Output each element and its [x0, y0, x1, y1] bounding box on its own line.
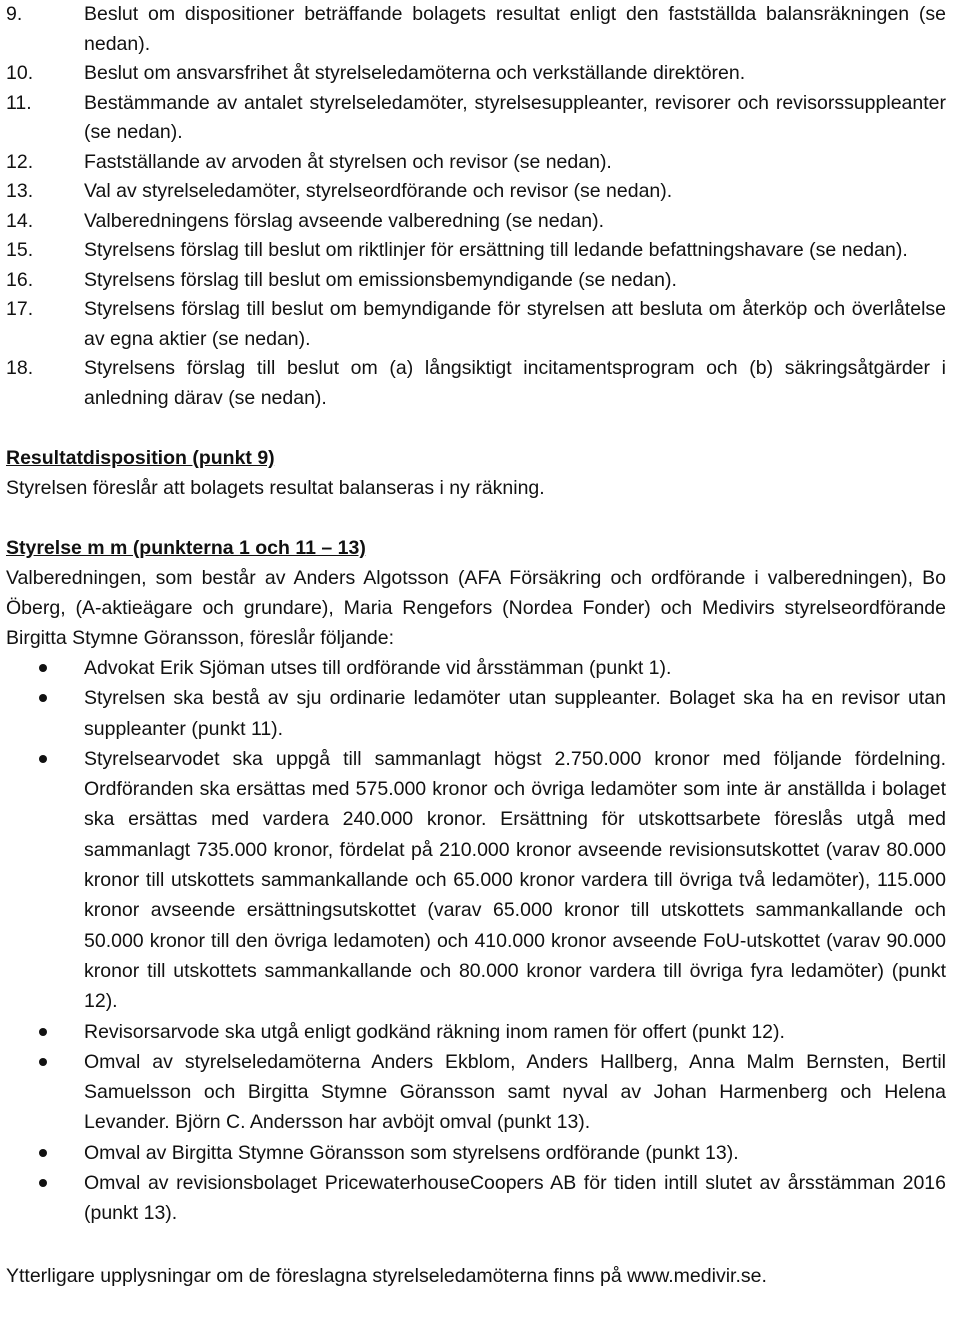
- agenda-number: 15.: [6, 239, 34, 261]
- agenda-number: 16.: [6, 268, 34, 291]
- board-intro: Valberedningen, som består av Anders Algotsson (AFA Försäkring och ordförande i valberedningen), Bo Öberg, (A-aktieägare och grundare), Maria Rengefors (Nordea Fonder) och Medivirs styrelseordförande Birgitta Stymne Göransson, föreslår följande:: [6, 567, 946, 649]
- agenda-text: Valberedningens förslag avseende valberedning (se nedan).: [84, 209, 604, 232]
- agenda-list: [6, 0, 946, 413]
- proposal-text: Styrelsen ska bestå av sju ordinarie ledamöter utan suppleanter. Bolaget ska ha en revisor utan suppleanter (punkt 11).: [84, 687, 946, 740]
- bullet-icon: [6, 744, 84, 1017]
- agenda-number: 14.: [6, 209, 34, 232]
- agenda-text: Fastställande av arvoden åt styrelsen och revisor (se nedan).: [84, 150, 612, 173]
- agenda-item: [6, 207, 946, 237]
- proposal-item: [6, 1017, 946, 1047]
- proposal-text: Omval av styrelseledamöterna Anders Ekblom, Anders Hallberg, Anna Malm Bernsten, Bertil Samuelsson och Birgitta Stymne Göransson samt nyval av Johan Harmenberg och Helena Levander. Björn C. Andersson har avböjt omval (punkt 13).: [84, 1050, 946, 1134]
- agenda-item: [6, 354, 946, 413]
- proposal-text: Omval av revisionsbolaget PricewaterhouseCoopers AB för tiden intill slutet av årsstämman 2016 (punkt 13).: [84, 1172, 946, 1225]
- agenda-text: Beslut om ansvarsfrihet åt styrelseledamöterna och verkställande direktören.: [84, 62, 746, 84]
- footer-note: Ytterligare upplysningar om de föreslagna styrelseledamöterna finns på www.medivir.se.: [6, 1264, 767, 1287]
- agenda-item: [6, 177, 946, 207]
- agenda-text: Styrelsens förslag till beslut om bemyndigande för styrelsen att besluta om återköp och överlåtelse av egna aktier (se nedan).: [84, 298, 946, 350]
- proposal-item: [6, 1138, 946, 1168]
- agenda-number: 12.: [6, 150, 34, 173]
- agenda-item: [6, 148, 946, 178]
- proposal-item: [6, 683, 946, 744]
- agenda-item: [6, 295, 946, 354]
- agenda-item: [6, 59, 946, 89]
- agenda-text: Beslut om dispositioner beträffande bolagets resultat enligt den fastställda balansräkningen (se nedan).: [84, 3, 946, 55]
- proposal-text: Omval av Birgitta Stymne Göransson som styrelsens ordförande (punkt 13).: [84, 1141, 739, 1164]
- agenda-text: Val av styrelseledamöter, styrelseordförande och revisor (se nedan).: [84, 180, 673, 202]
- agenda-number: 17.: [6, 298, 34, 320]
- agenda-item: [6, 266, 946, 296]
- agenda-number: 13.: [6, 180, 34, 202]
- result-text: Styrelsen föreslår att bolagets resultat balanseras i ny räkning.: [6, 477, 545, 499]
- proposal-item: [6, 744, 946, 1017]
- board-section: [6, 533, 946, 1229]
- proposal-list: [6, 653, 946, 1229]
- agenda-text: Styrelsens förslag till beslut om (a) långsiktigt incitamentsprogram och (b) säkringsåtgärder i anledning därav (se nedan).: [84, 357, 946, 409]
- agenda-text: Styrelsens förslag till beslut om riktlinjer för ersättning till ledande befattningshavare (se nedan).: [84, 239, 908, 261]
- agenda-number: 11.: [6, 91, 32, 114]
- bullet-icon: [6, 1138, 84, 1168]
- agenda-number: 18.: [6, 357, 34, 379]
- proposal-item: [6, 1168, 946, 1229]
- bullet-icon: [6, 683, 84, 744]
- agenda-item: [6, 89, 946, 148]
- agenda-item: [6, 236, 946, 266]
- bullet-icon: [6, 653, 84, 683]
- proposal-text: Advokat Erik Sjöman utses till ordförande vid årsstämman (punkt 1).: [84, 657, 672, 679]
- bullet-icon: [6, 1017, 84, 1047]
- bullet-icon: [6, 1168, 84, 1229]
- board-heading: Styrelse m m (punkterna 1 och 11 – 13): [6, 537, 366, 559]
- proposal-item: [6, 653, 946, 683]
- result-section: [6, 443, 946, 503]
- agenda-text: Bestämmande av antalet styrelseledamöter, styrelsesuppleanter, revisorer och revisorssuppleanter (se nedan).: [84, 91, 946, 143]
- proposal-text: Styrelsearvodet ska uppgå till sammanlagt högst 2.750.000 kronor med följande fördelning. Ordföranden ska ersättas med 575.000 kronor och övriga ledamöter som inte är anställda i bolaget ska ersättas med vardera 240.000 kronor. Ersättning för utskottsarbete föreslås utgå med sammanlagt 735.000 kronor, fördelat på 210.000 kronor avseende revisionsutskottet (varav 80.000 kronor till utskottets sammankallande och 65.000 kronor vardera till övriga två ledamöter), 115.000 kronor avseende ersättningsutskottet (varav 65.000 kronor till utskottets sammankallande och 50.000 kronor till den övriga ledamoten) och 410.000 kronor avseende FoU-utskottet (varav 90.000 kronor till utskottets sammankallande och 80.000 kronor vardera till övriga fyra ledamöter) (punkt 12).: [84, 747, 946, 1013]
- agenda-number: 9.: [6, 3, 23, 25]
- result-heading: Resultatdisposition (punkt 9): [6, 447, 275, 469]
- agenda-item: [6, 0, 946, 59]
- proposal-item: [6, 1047, 946, 1138]
- bullet-icon: [6, 1047, 84, 1138]
- agenda-text: Styrelsens förslag till beslut om emissionsbemyndigande (se nedan).: [84, 268, 677, 291]
- agenda-number: 10.: [6, 62, 34, 84]
- proposal-text: Revisorsarvode ska utgå enligt godkänd räkning inom ramen för offert (punkt 12).: [84, 1020, 785, 1043]
